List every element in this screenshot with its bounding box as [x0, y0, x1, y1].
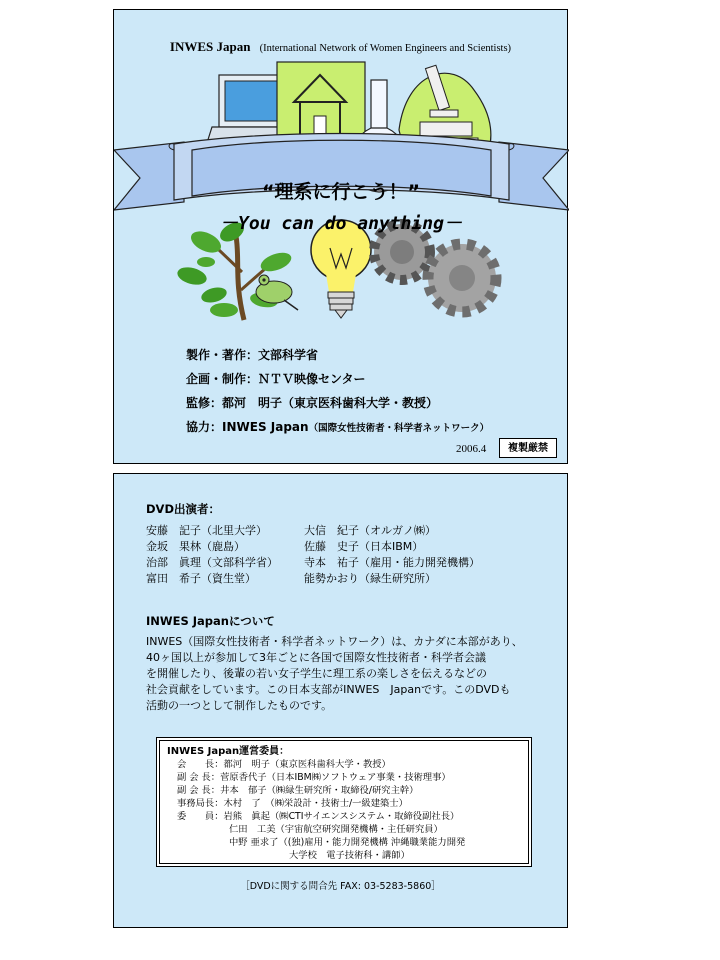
- committee-title: INWES Japan運営委員：: [167, 746, 290, 757]
- committee-box: [156, 737, 532, 867]
- cast-title: DVD出演者：: [146, 502, 220, 516]
- dvd-cover-front: [113, 9, 568, 464]
- fax-contact: ［DVDに関する問合先 FAX: 03-5283-5860］: [240, 881, 441, 892]
- light-bulb-icon: [311, 220, 371, 318]
- gear-icon: [374, 224, 496, 312]
- cast-member: 大信 紀子（オルガノ㈱）: [304, 524, 436, 537]
- about-line: を開催したり、後輩の若い女子学生に理工系の楽しさを伝えるなどの: [146, 667, 487, 680]
- cast-member: 治部 眞理（文部科学省）: [146, 556, 278, 569]
- cover-illustration: [114, 10, 569, 340]
- credit-supervision: 監修：都河 明子（東京医科歯科大学・教授）: [186, 396, 439, 410]
- credit-cooperation-note: （国際女性技術者・科学者ネットワーク）: [308, 423, 490, 434]
- committee-line: 大学校 電子技術科・講師）: [289, 850, 410, 861]
- cast-member: 能勢かおり（緑生研究所）: [304, 572, 436, 585]
- credits: [186, 343, 489, 439]
- copy-prohibited-badge: 複製厳禁: [499, 438, 557, 458]
- credit-cooperation: [186, 415, 489, 439]
- committee-line: 副 会 長：菅原香代子（日本IBM㈱ソフトウェア事業・技術理事）: [177, 772, 451, 783]
- org-full-name: (International Network of Women Engineers and Scientists): [259, 43, 512, 54]
- title-banner: [114, 134, 569, 235]
- committee-line: 副 会 長：井本 郁子（㈱緑生研究所・取締役/研究主幹）: [177, 785, 419, 796]
- banner-title: “理系に行こう！”: [262, 181, 420, 203]
- credit-production: 製作・著作：文部科学省: [186, 348, 319, 362]
- about-line: 40ヶ国以上が参加して3年ごとに各国で国際女性技術者・科学者会議: [146, 651, 486, 664]
- about-line: INWES（国際女性技術者・科学者ネットワーク）は、カナダに本部があり、: [146, 635, 523, 648]
- about-title: INWES Japanについて: [146, 614, 275, 628]
- cast-member: 安藤 記子（北里大学）: [146, 524, 267, 537]
- cast-member: 寺本 祐子（雇用・能力開発機構）: [304, 556, 480, 569]
- banner-subtitle: －You can do anything－: [220, 213, 462, 234]
- cast-member: 金坂 果林（鹿島）: [146, 540, 245, 553]
- about-line: 社会貢献をしています。この日本支部がINWES Japanです。このDVDも: [146, 683, 511, 696]
- about-line: 活動の一つとして制作したものです。: [146, 699, 333, 712]
- committee-line: 仁田 工美（宇宙航空研究開発機構・主任研究員）: [229, 824, 443, 835]
- committee-line: 中野 亜求了（(独)雇用・能力開発機構 沖縄職業能力開発: [229, 837, 466, 848]
- credit-planning: 企画・制作：ＮＴＶ映像センター: [186, 372, 366, 386]
- committee-line: 委 員：岩熊 眞起（㈱CTIサイエンスシステム・取締役副社長）: [177, 811, 460, 822]
- cast-member: 佐藤 史子（日本IBM）: [304, 540, 424, 553]
- about-text: [146, 634, 546, 714]
- org-name: INWES Japan: [169, 39, 251, 54]
- cast-member: 富田 希子（資生堂）: [146, 572, 256, 585]
- release-date: 2006.4: [456, 443, 487, 455]
- credit-cooperation-label: 協力：INWES Japan: [186, 420, 309, 434]
- committee-line: 事務局長：木村 了 （㈱栄設計・技術士/一級建築士）: [177, 798, 408, 809]
- committee-line: 会 長：都河 明子（東京医科歯科大学・教授）: [177, 759, 391, 770]
- dvd-cover-back: [113, 473, 568, 928]
